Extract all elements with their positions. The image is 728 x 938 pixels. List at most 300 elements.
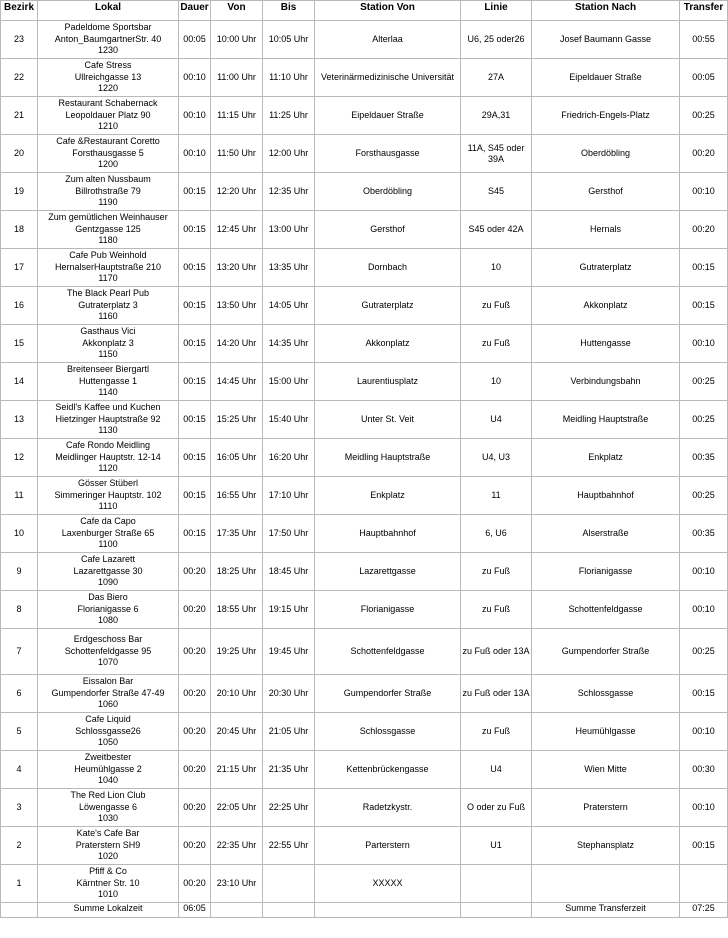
cell-dauer: 00:15 (179, 439, 211, 477)
cell-station-von: Gersthof (315, 211, 461, 249)
cell-lokal (38, 325, 179, 363)
cell-lokal (38, 713, 179, 751)
table-row (1, 287, 728, 325)
lokal-plz: 1160 (98, 311, 118, 322)
cell-station-nach: Enkplatz (532, 439, 680, 477)
cell-transfer: 00:10 (680, 591, 728, 629)
cell-bezirk: 16 (1, 287, 38, 325)
cell-linie: zu Fuß (461, 287, 532, 325)
cell-transfer: 00:15 (680, 675, 728, 713)
cell-bis: 21:35 Uhr (263, 751, 315, 789)
lokal-street: Ullreichgasse 13 (74, 71, 142, 82)
cell-transfer: 00:15 (680, 827, 728, 865)
lokal-plz: 1230 (97, 45, 119, 56)
cell-bezirk: 15 (1, 325, 38, 363)
lokal-name: Zum alten Nussbaum (65, 174, 151, 185)
lokal-street: Schlossgasse26 (75, 725, 141, 736)
cell-linie: 10 (461, 363, 532, 401)
cell-linie: zu Fuß (461, 553, 532, 591)
cell-linie: U4, U3 (461, 439, 532, 477)
lokal-name: Cafe Stress (84, 60, 132, 71)
cell-station-von: Radetzkystr. (315, 789, 461, 827)
cell-von: 14:45 Uhr (211, 363, 263, 401)
cell-von: 19:25 Uhr (211, 629, 263, 675)
cell-dauer: 00:05 (179, 21, 211, 59)
cell-station-nach: Hauptbahnhof (532, 477, 680, 515)
lokal-street: Florianigasse 6 (77, 603, 139, 614)
lokal-plz: 1100 (98, 539, 118, 550)
lokal-street: Simmeringer Hauptstr. 102 (54, 489, 162, 500)
cell-lokal (38, 173, 179, 211)
header-lokal: Lokal (38, 1, 179, 21)
lokal-plz: 1120 (98, 463, 118, 474)
cell-von: 13:50 Uhr (211, 287, 263, 325)
lokal-name: Zum gemütlichen Weinhauser (48, 212, 168, 223)
cell-von: 11:15 Uhr (211, 97, 263, 135)
cell-dauer: 00:10 (179, 97, 211, 135)
cell-lokal (38, 477, 179, 515)
lokal-name: Cafe Rondo Meidling (65, 440, 151, 451)
cell-station-nach: Stephansplatz (532, 827, 680, 865)
cell-dauer: 00:10 (179, 135, 211, 173)
cell-von: 10:00 Uhr (211, 21, 263, 59)
cell-station-nach: Verbindungsbahn (532, 363, 680, 401)
cell-lokal (38, 553, 179, 591)
cell-von: 16:55 Uhr (211, 477, 263, 515)
cell-station-nach: Alserstraße (532, 515, 680, 553)
cell-transfer: 00:35 (680, 515, 728, 553)
cell-station-von: Eipeldauer Straße (315, 97, 461, 135)
cell-station-nach: Josef Baumann Gasse (532, 21, 680, 59)
cell-station-von: Unter St. Veit (315, 401, 461, 439)
cell-station-von: Gumpendorfer Straße (315, 675, 461, 713)
header-station-nach: Station Nach (532, 1, 680, 21)
table-row (1, 591, 728, 629)
cell-station-von: Forsthausgasse (315, 135, 461, 173)
lokal-street: HernalserHauptstraße 210 (54, 261, 162, 272)
cell-lokal (38, 135, 179, 173)
cell-bis: 17:50 Uhr (263, 515, 315, 553)
cell-bezirk: 1 (1, 865, 38, 903)
cell-lokal (38, 59, 179, 97)
cell-bezirk: 23 (1, 21, 38, 59)
lokal-street: Billrothstraße 79 (75, 185, 141, 196)
cell-transfer: 00:15 (680, 249, 728, 287)
cell-dauer: 00:15 (179, 325, 211, 363)
cell-lokal (38, 21, 179, 59)
cell-station-von: Hauptbahnhof (315, 515, 461, 553)
cell-dauer: 00:15 (179, 401, 211, 439)
cell-bezirk: 5 (1, 713, 38, 751)
lokal-street: Anton_BaumgartnerStr. 40 (54, 33, 162, 44)
table-row (1, 21, 728, 59)
cell-transfer: 00:10 (680, 713, 728, 751)
cell-bezirk: 11 (1, 477, 38, 515)
lokal-name: Eissalon Bar (82, 676, 134, 687)
cell-von: 22:05 Uhr (211, 789, 263, 827)
cell-lokal (38, 439, 179, 477)
cell-station-nach: Heumühlgasse (532, 713, 680, 751)
lokal-street: Gentzgasse 125 (75, 223, 141, 234)
lokal-name: Zweitbester (84, 752, 132, 763)
table-row (1, 97, 728, 135)
cell-station-von: Veterinärmedizinische Universität (315, 59, 461, 97)
lokal-plz: 1030 (97, 813, 119, 824)
cell-dauer: 00:20 (179, 751, 211, 789)
lokal-name: Cafe Lazarett (80, 554, 136, 565)
summe-transferzeit-label: Summe Transferzeit (532, 903, 680, 918)
cell-station-nach: Wien Mitte (532, 751, 680, 789)
summe-transferzeit-value: 07:25 (680, 903, 728, 918)
cell-lokal (38, 751, 179, 789)
cell-station-nach: Schottenfeldgasse (532, 591, 680, 629)
cell-transfer: 00:25 (680, 629, 728, 675)
cell-bis: 20:30 Uhr (263, 675, 315, 713)
cell-von: 23:10 Uhr (211, 865, 263, 903)
cell-linie: zu Fuß oder 13A (461, 675, 532, 713)
lokal-plz: 1010 (97, 889, 119, 900)
cell-linie: 11 (461, 477, 532, 515)
table-row (1, 515, 728, 553)
cell-bezirk: 8 (1, 591, 38, 629)
lokal-street: Hietzinger Hauptstraße 92 (55, 413, 161, 424)
summary-empty-cell (263, 903, 315, 918)
cell-dauer: 00:20 (179, 789, 211, 827)
header-linie: Linie (461, 1, 532, 21)
cell-bezirk: 13 (1, 401, 38, 439)
cell-lokal (38, 363, 179, 401)
cell-linie: 10 (461, 249, 532, 287)
cell-linie: 11A, S45 oder 39A (461, 135, 532, 173)
cell-linie (461, 865, 532, 903)
table-row (1, 865, 728, 903)
cell-von: 21:15 Uhr (211, 751, 263, 789)
cell-transfer: 00:15 (680, 287, 728, 325)
cell-lokal (38, 287, 179, 325)
lokal-name: Erdgeschoss Bar (73, 634, 143, 645)
cell-linie: zu Fuß (461, 591, 532, 629)
lokal-plz: 1050 (97, 737, 119, 748)
lokal-plz: 1040 (97, 775, 119, 786)
cell-bezirk: 9 (1, 553, 38, 591)
cell-bezirk: 12 (1, 439, 38, 477)
lokal-plz: 1070 (97, 657, 119, 668)
cell-station-von: Gutraterplatz (315, 287, 461, 325)
cell-bis: 13:00 Uhr (263, 211, 315, 249)
cell-transfer: 00:30 (680, 751, 728, 789)
cell-bis: 16:20 Uhr (263, 439, 315, 477)
cell-bezirk: 21 (1, 97, 38, 135)
cell-transfer: 00:10 (680, 789, 728, 827)
cell-bezirk: 17 (1, 249, 38, 287)
table-row (1, 401, 728, 439)
cell-von: 13:20 Uhr (211, 249, 263, 287)
lokal-plz: 1020 (97, 851, 119, 862)
cell-bis: 14:35 Uhr (263, 325, 315, 363)
cell-lokal (38, 789, 179, 827)
cell-station-nach: Akkonplatz (532, 287, 680, 325)
cell-transfer: 00:25 (680, 477, 728, 515)
cell-transfer: 00:10 (680, 553, 728, 591)
cell-bis: 19:45 Uhr (263, 629, 315, 675)
cell-station-nach (532, 865, 680, 903)
cell-bezirk: 7 (1, 629, 38, 675)
table-row (1, 211, 728, 249)
cell-dauer: 00:15 (179, 173, 211, 211)
cell-lokal (38, 865, 179, 903)
lokal-name: Cafe &Restaurant Coretto (56, 136, 160, 147)
cell-dauer: 00:20 (179, 675, 211, 713)
table-row (1, 827, 728, 865)
table-row (1, 751, 728, 789)
cell-transfer (680, 865, 728, 903)
summary-empty-cell (211, 903, 263, 918)
cell-bezirk: 3 (1, 789, 38, 827)
cell-dauer: 00:20 (179, 865, 211, 903)
cell-bis: 15:00 Uhr (263, 363, 315, 401)
cell-bis: 10:05 Uhr (263, 21, 315, 59)
cell-station-von: Kettenbrückengasse (315, 751, 461, 789)
cell-bis: 14:05 Uhr (263, 287, 315, 325)
cell-bis: 19:15 Uhr (263, 591, 315, 629)
cell-dauer: 00:15 (179, 515, 211, 553)
cell-von: 14:20 Uhr (211, 325, 263, 363)
cell-bis: 12:00 Uhr (263, 135, 315, 173)
cell-station-nach: Praterstern (532, 789, 680, 827)
cell-transfer: 00:20 (680, 211, 728, 249)
cell-station-von: Enkplatz (315, 477, 461, 515)
header-von: Von (211, 1, 263, 21)
lokal-street: Leopoldauer Platz 90 (65, 109, 151, 120)
table-body (1, 21, 728, 903)
lokal-name: Cafe Pub Weinhold (69, 250, 147, 261)
lokal-street: Meidlinger Hauptstr. 12-14 (55, 451, 161, 462)
header-bis: Bis (263, 1, 315, 21)
cell-bezirk: 20 (1, 135, 38, 173)
lokal-plz: 1180 (98, 235, 118, 246)
lokal-plz: 1080 (97, 615, 119, 626)
cell-transfer: 00:55 (680, 21, 728, 59)
cell-station-von: Dornbach (315, 249, 461, 287)
table-row (1, 629, 728, 675)
cell-transfer: 00:25 (680, 401, 728, 439)
cell-bezirk: 4 (1, 751, 38, 789)
header-row (1, 1, 728, 21)
cell-transfer: 00:10 (680, 325, 728, 363)
cell-station-nach: Gersthof (532, 173, 680, 211)
cell-dauer: 00:10 (179, 59, 211, 97)
cell-station-nach: Gumpendorfer Straße (532, 629, 680, 675)
cell-lokal (38, 401, 179, 439)
lokal-name: Gösser Stüberl (77, 478, 139, 489)
lokal-name: Seidl's Kaffee und Kuchen (55, 402, 161, 413)
cell-station-nach: Oberdöbling (532, 135, 680, 173)
lokal-street: Gutraterplatz 3 (78, 299, 138, 310)
lokal-name: Cafe da Capo (80, 516, 136, 527)
summary-empty-cell (1, 903, 38, 918)
lokal-plz: 1210 (97, 121, 119, 132)
cell-linie: U4 (461, 401, 532, 439)
lokal-plz: 1170 (98, 273, 118, 284)
cell-transfer: 00:25 (680, 97, 728, 135)
lokal-plz: 1150 (98, 349, 118, 360)
cell-transfer: 00:35 (680, 439, 728, 477)
cell-bezirk: 19 (1, 173, 38, 211)
cell-station-von: XXXXX (315, 865, 461, 903)
cell-von: 12:20 Uhr (211, 173, 263, 211)
cell-bezirk: 22 (1, 59, 38, 97)
header-station-von: Station Von (315, 1, 461, 21)
cell-dauer: 00:20 (179, 827, 211, 865)
cell-bis (263, 865, 315, 903)
lokal-name: Pfiff & Co (89, 866, 127, 877)
table-row (1, 135, 728, 173)
cell-bis: 15:40 Uhr (263, 401, 315, 439)
cell-von: 18:25 Uhr (211, 553, 263, 591)
cell-von: 20:45 Uhr (211, 713, 263, 751)
lokal-name: Breitenseer Biergartl (66, 364, 150, 375)
lokal-name: Cafe Liquid (85, 714, 131, 725)
cell-dauer: 00:15 (179, 477, 211, 515)
lokal-plz: 1090 (97, 577, 119, 588)
cell-bezirk: 6 (1, 675, 38, 713)
table-row (1, 363, 728, 401)
cell-station-nach: Schlossgasse (532, 675, 680, 713)
cell-station-von: Schottenfeldgasse (315, 629, 461, 675)
cell-lokal (38, 591, 179, 629)
lokal-street: Gumpendorfer Straße 47-49 (51, 687, 165, 698)
cell-lokal (38, 97, 179, 135)
cell-von: 11:00 Uhr (211, 59, 263, 97)
cell-bis: 18:45 Uhr (263, 553, 315, 591)
cell-dauer: 00:20 (179, 629, 211, 675)
cell-bezirk: 2 (1, 827, 38, 865)
table-row (1, 675, 728, 713)
cell-station-nach: Huttengasse (532, 325, 680, 363)
cell-linie: U4 (461, 751, 532, 789)
lokal-street: Schottenfeldgasse 95 (64, 645, 152, 656)
cell-bis: 22:55 Uhr (263, 827, 315, 865)
lokal-plz: 1140 (98, 387, 118, 398)
cell-lokal (38, 675, 179, 713)
summary-empty-cell (461, 903, 532, 918)
cell-lokal (38, 211, 179, 249)
cell-dauer: 00:15 (179, 363, 211, 401)
header-transfer: Transfer (680, 1, 728, 21)
lokal-name: The Black Pearl Pub (66, 288, 150, 299)
cell-linie: zu Fuß (461, 325, 532, 363)
lokal-street: Kärntner Str. 10 (76, 877, 140, 888)
lokal-street: Laxenburger Straße 65 (61, 527, 155, 538)
summary-empty-cell (315, 903, 461, 918)
cell-bis: 11:10 Uhr (263, 59, 315, 97)
table-row (1, 249, 728, 287)
lokal-plz: 1220 (97, 83, 119, 94)
cell-bis: 17:10 Uhr (263, 477, 315, 515)
table-row (1, 477, 728, 515)
cell-station-von: Meidling Hauptstraße (315, 439, 461, 477)
cell-bis: 21:05 Uhr (263, 713, 315, 751)
cell-station-nach: Florianigasse (532, 553, 680, 591)
cell-linie: U6, 25 oder26 (461, 21, 532, 59)
cell-station-nach: Friedrich-Engels-Platz (532, 97, 680, 135)
cell-linie: O oder zu Fuß (461, 789, 532, 827)
lokal-plz: 1110 (98, 501, 118, 512)
cell-linie: 6, U6 (461, 515, 532, 553)
cell-dauer: 00:20 (179, 591, 211, 629)
cell-station-von: Alterlaa (315, 21, 461, 59)
lokal-street: Huttengasse 1 (78, 375, 138, 386)
summe-lokalzeit-label: Summe Lokalzeit (38, 903, 179, 918)
table-row (1, 789, 728, 827)
cell-station-nach: Gutraterplatz (532, 249, 680, 287)
lokal-plz: 1060 (97, 699, 119, 710)
cell-von: 12:45 Uhr (211, 211, 263, 249)
cell-lokal (38, 249, 179, 287)
cell-station-nach: Meidling Hauptstraße (532, 401, 680, 439)
cell-linie: 29A,31 (461, 97, 532, 135)
cell-station-nach: Eipeldauer Straße (532, 59, 680, 97)
table-row (1, 325, 728, 363)
cell-dauer: 00:20 (179, 553, 211, 591)
cell-station-nach: Hernals (532, 211, 680, 249)
cell-bis: 11:25 Uhr (263, 97, 315, 135)
cell-station-von: Lazarettgasse (315, 553, 461, 591)
cell-transfer: 00:20 (680, 135, 728, 173)
cell-bezirk: 18 (1, 211, 38, 249)
cell-bezirk: 10 (1, 515, 38, 553)
lokal-name: Das Biero (88, 592, 128, 603)
summary-row (1, 903, 728, 918)
lokal-street: Lazarettgasse 30 (73, 565, 143, 576)
cell-linie: zu Fuß (461, 713, 532, 751)
cell-von: 17:35 Uhr (211, 515, 263, 553)
lokal-name: Kate's Cafe Bar (76, 828, 140, 839)
table-row (1, 713, 728, 751)
cell-bezirk: 14 (1, 363, 38, 401)
cell-von: 22:35 Uhr (211, 827, 263, 865)
cell-linie: S45 oder 42A (461, 211, 532, 249)
lokal-plz: 1130 (98, 425, 118, 436)
summe-lokalzeit-value: 06:05 (179, 903, 211, 918)
cell-linie: 27A (461, 59, 532, 97)
header-bezirk: Bezirk (1, 1, 38, 21)
cell-dauer: 00:15 (179, 211, 211, 249)
lokal-plz: 1200 (97, 159, 119, 170)
cell-von: 18:55 Uhr (211, 591, 263, 629)
cell-station-von: Florianigasse (315, 591, 461, 629)
cell-dauer: 00:20 (179, 713, 211, 751)
cell-transfer: 00:05 (680, 59, 728, 97)
cell-von: 16:05 Uhr (211, 439, 263, 477)
lokal-name: The Red Lion Club (70, 790, 146, 801)
cell-transfer: 00:10 (680, 173, 728, 211)
cell-station-von: Parterstern (315, 827, 461, 865)
cell-bis: 12:35 Uhr (263, 173, 315, 211)
cell-linie: zu Fuß oder 13A (461, 629, 532, 675)
cell-von: 20:10 Uhr (211, 675, 263, 713)
cell-station-von: Akkonplatz (315, 325, 461, 363)
lokal-name: Restaurant Schabernack (58, 98, 158, 109)
cell-dauer: 00:15 (179, 249, 211, 287)
lokal-street: Löwengasse 6 (78, 801, 138, 812)
cell-von: 11:50 Uhr (211, 135, 263, 173)
cell-transfer: 00:25 (680, 363, 728, 401)
cell-linie: S45 (461, 173, 532, 211)
cell-bis: 22:25 Uhr (263, 789, 315, 827)
table-row (1, 59, 728, 97)
lokal-street: Akkonplatz 3 (82, 337, 134, 348)
